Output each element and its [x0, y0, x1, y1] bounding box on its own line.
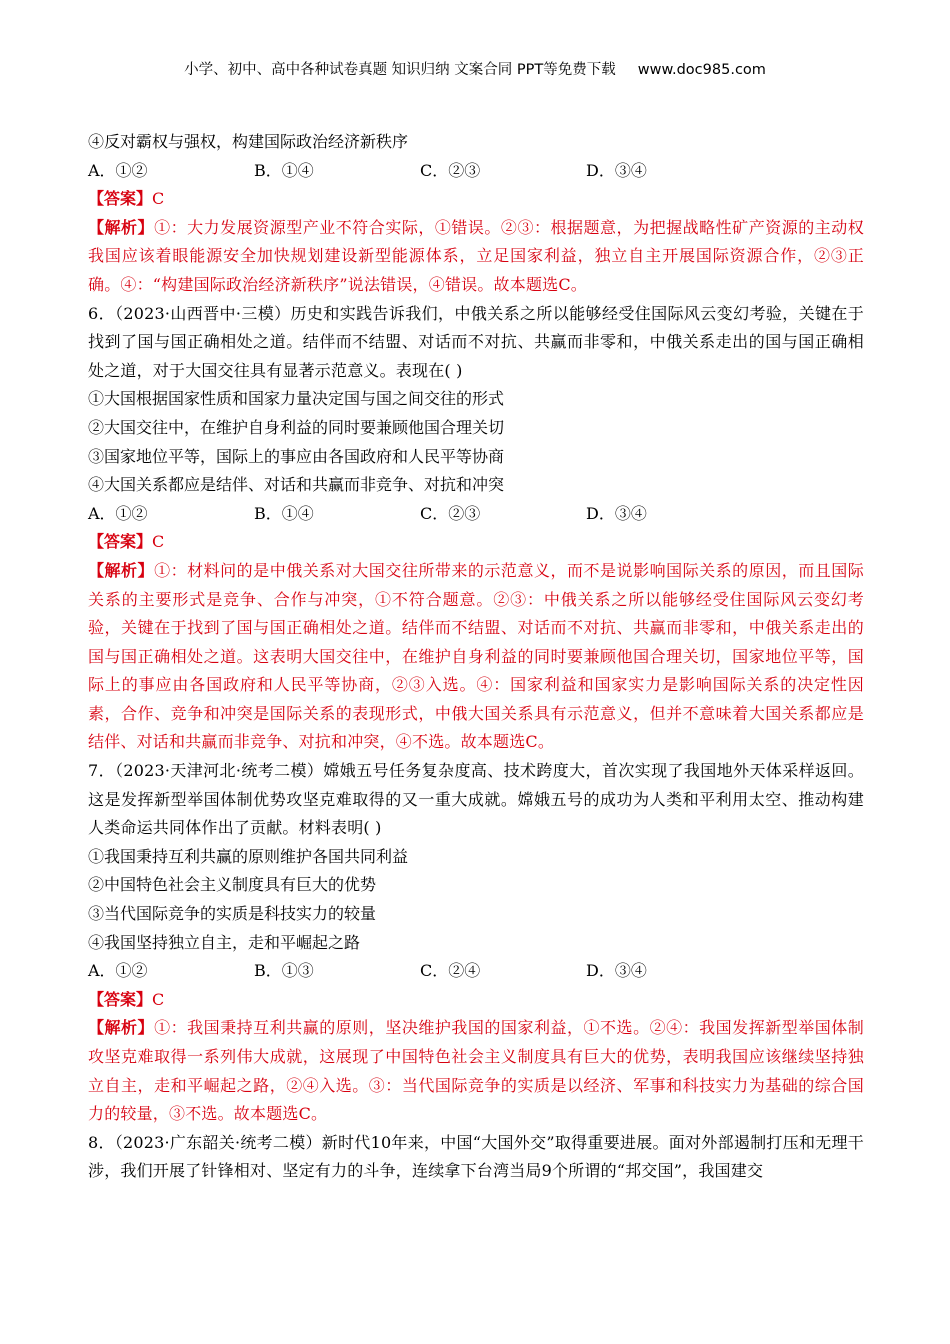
q6-item-1: ①大国根据国家性质和国家力量决定国与国之间交往的形式	[88, 389, 505, 409]
q6-option-a: A．①②	[88, 503, 148, 523]
q7-answer-label: 【答案】	[88, 989, 153, 1009]
q7-item-4: ④我国坚持独立自主，走和平崛起之路	[88, 932, 361, 952]
q7-option-d: D．③④	[586, 961, 647, 981]
q5-answer-label: 【答案】	[88, 189, 153, 209]
q7-option-c: C．②④	[420, 961, 481, 981]
header-site: www.doc985.com	[637, 62, 766, 78]
q7-item-1: ①我国秉持互利共赢的原则维护各国共同利益	[88, 846, 409, 866]
q5-options	[88, 157, 864, 186]
q6-stem: 6．（2023·山西晋中·三模）历史和实践告诉我们，中俄关系之所以能够经受住国际风云变幻考验，关键在于找到了国与国正确相处之道。结伴而不结盟、对话而不对抗、共赢而非零和，中俄关系走出的国与国正确相处之道，对于大国交往具有显著示范意义。表现在( )	[88, 303, 864, 380]
q5-item-4: ④反对霸权与强权，构建国际政治经济新秩序	[88, 132, 409, 151]
page-header	[0, 58, 950, 79]
q7-option-a: A．①②	[88, 961, 148, 981]
q7-analysis	[88, 1014, 864, 1128]
q7-answer-value: C	[152, 989, 165, 1009]
q5-answer	[88, 185, 864, 214]
q6-item-3: ③国家地位平等，国际上的事应由各国政府和人民平等协商	[88, 446, 505, 466]
q5-analysis-text: ①：大力发展资源型产业不符合实际，①错误。②③：根据题意，为把握战略性矿产资源的主动权我国应该着眼能源安全加快规划建设新型能源体系，立足国家利益，独立自主开展国际资源合作，②③正确。④：“构建国际政治经济新秩序”说法错误，④错误。故本题选C。	[88, 217, 864, 294]
q5-answer-value: C	[152, 189, 165, 209]
q5-analysis-label: 【解析】	[88, 217, 155, 237]
q5-option-a: A．①②	[88, 160, 148, 180]
q5-analysis	[88, 214, 864, 300]
q6-answer-value: C	[152, 532, 165, 552]
q7-options	[88, 957, 864, 986]
q6-option-c: C．②③	[420, 503, 481, 523]
q7-stem: 7．（2023·天津河北·统考二模）嫦娥五号任务复杂度高、技术跨度大，首次实现了我国地外天体采样返回。这是发挥新型举国体制优势攻坚克难取得的又一重大成就。嫦娥五号的成功为人类和平利用太空、推动构建人类命运共同体作出了贡献。材料表明( )	[88, 761, 864, 838]
q6-analysis-text: ①：材料问的是中俄关系对大国交往所带来的示范意义，而不是说影响国际关系的原因，而且国际关系的主要形式是竞争、合作与冲突，①不符合题意。②③：中俄关系之所以能够经受住国际风云变幻考验，关键在于找到了国与国正确相处之道。结伴而不结盟、对话而不对抗、共赢而非零和，中俄关系走出的国与国正确相处之道。这表明大国交往中，在维护自身利益的同时要兼顾他国合理关切，国家地位平等，国际上的事应由各国政府和人民平等协商，②③入选。④：国家利益和国家实力是影响国际关系的决定性因素，合作、竞争和冲突是国际关系的表现形式，中俄大国关系具有示范意义，但并不意味着大国关系都应是结伴、对话和共赢而非竞争、对抗和冲突，④不选。故本题选C。	[88, 560, 864, 752]
q5-option-c: C．②③	[420, 160, 481, 180]
q7-analysis-label: 【解析】	[88, 1018, 155, 1038]
q6-analysis-label: 【解析】	[88, 560, 155, 580]
document-content	[88, 128, 864, 1186]
q5-option-d: D．③④	[586, 160, 647, 180]
q5-option-b: B．①④	[254, 160, 314, 180]
q6-options	[88, 500, 864, 529]
q6-item-4: ④大国关系都应是结伴、对话和共赢而非竞争、对抗和冲突	[88, 475, 505, 495]
q6-item-2: ②大国交往中，在维护自身利益的同时要兼顾他国合理关切	[88, 417, 505, 437]
q7-item-2: ②中国特色社会主义制度具有巨大的优势	[88, 875, 377, 895]
q6-answer-label: 【答案】	[88, 532, 153, 552]
q6-option-b: B．①④	[254, 503, 314, 523]
q6-analysis	[88, 557, 864, 757]
q7-analysis-text: ①：我国秉持互利共赢的原则，坚决维护我国的国家利益，①不选。②④：我国发挥新型举国体制攻坚克难取得一系列伟大成就，这展现了中国特色社会主义制度具有巨大的优势，表明我国应该继续坚持独立自主，走和平崛起之路，②④入选。③：当代国际竞争的实质是以经济、军事和科技实力为基础的综合国力的较量，③不选。故本题选C。	[88, 1018, 864, 1124]
q6-answer	[88, 528, 864, 557]
q7-answer	[88, 986, 864, 1015]
header-text: 小学、初中、高中各种试卷真题 知识归纳 文案合同 PPT等免费下载	[184, 62, 616, 78]
q8-stem: 8．（2023·广东韶关·统考二模）新时代10年来，中国“大国外交”取得重要进展。面对外部遏制打压和无理干涉，我们开展了针锋相对、坚定有力的斗争，连续拿下台湾当局9个所谓的“邦交国”，我国建交	[88, 1132, 864, 1181]
q6-option-d: D．③④	[586, 503, 647, 523]
q7-item-3: ③当代国际竞争的实质是科技实力的较量	[88, 904, 377, 924]
q7-option-b: B．①③	[254, 961, 314, 981]
